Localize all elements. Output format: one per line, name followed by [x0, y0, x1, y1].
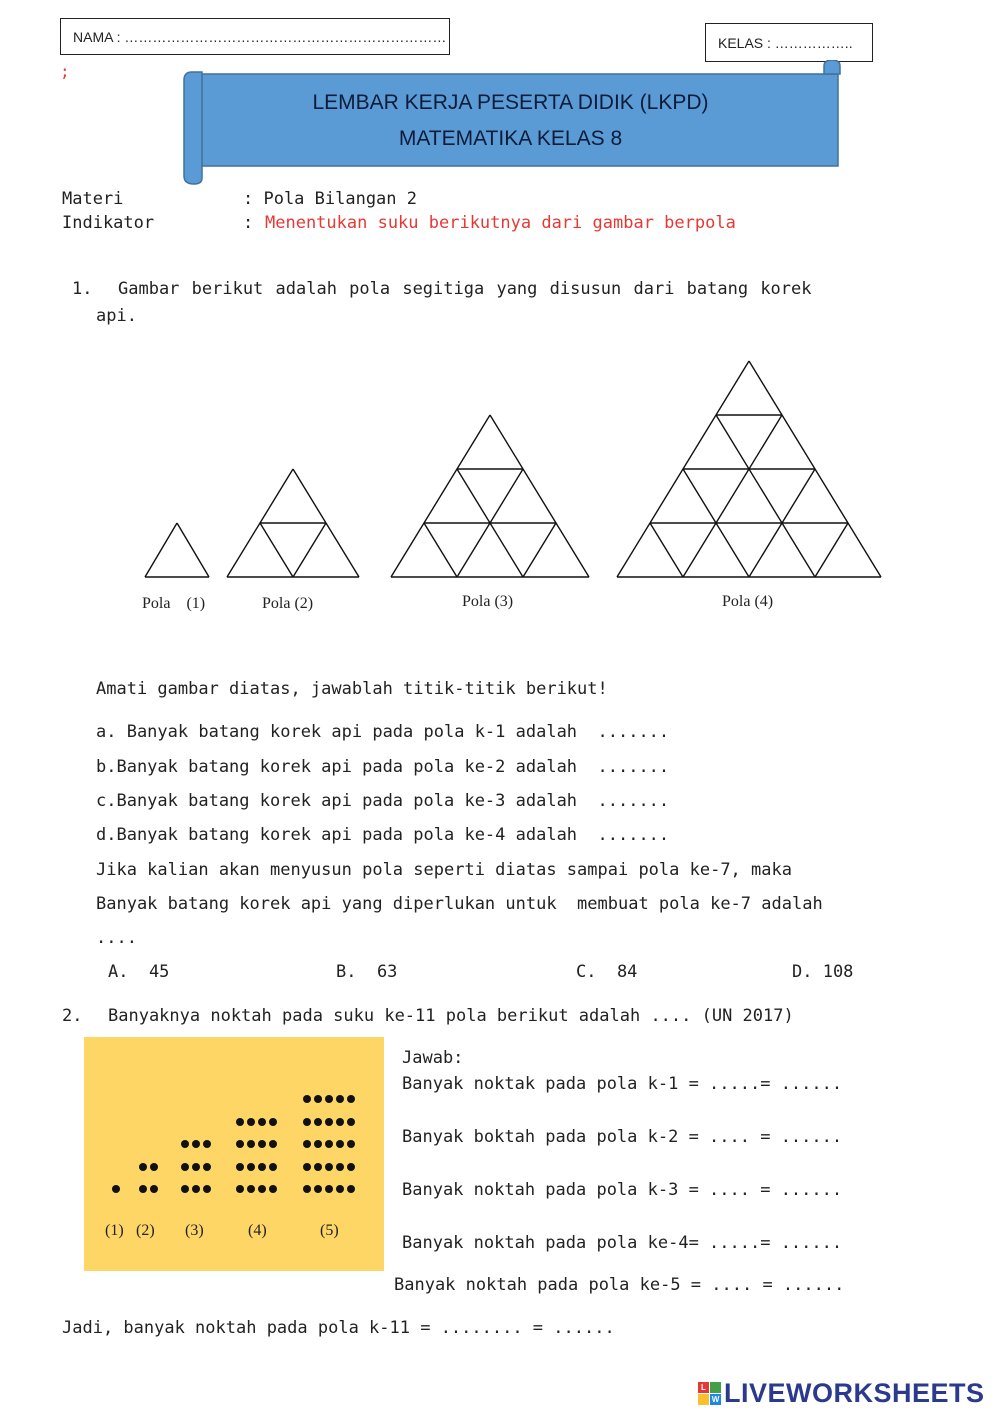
logo-text: LIVEWORKSHEETS [724, 1378, 985, 1408]
dot [325, 1185, 333, 1193]
materi-value: : Pola Bilangan 2 [243, 189, 417, 209]
dot [336, 1163, 344, 1171]
option-c[interactable]: C. 84 [576, 962, 638, 982]
dot [247, 1163, 255, 1171]
dot [314, 1095, 322, 1103]
dot-row [181, 1163, 211, 1171]
q1-item-d: d.Banyak batang korek api pada pola ke-4 adalah ....... [96, 825, 670, 845]
dot-row [303, 1163, 355, 1171]
matchstick-triangle-figure [0, 350, 1000, 610]
q1-item-b: b.Banyak batang korek api pada pola ke-2 adalah ....... [96, 757, 670, 777]
dot [236, 1185, 244, 1193]
dot [303, 1163, 311, 1171]
dot [181, 1163, 189, 1171]
dot [325, 1163, 333, 1171]
logo-badge-icon [698, 1382, 721, 1405]
q1-item-c: c.Banyak batang korek api pada pola ke-3 adalah ....... [96, 791, 670, 811]
kelas-field[interactable] [705, 23, 873, 62]
dot-label-3: (3) [185, 1222, 204, 1239]
q1-number: 1. [72, 279, 93, 299]
dot [314, 1140, 322, 1148]
dot [336, 1185, 344, 1193]
dot [192, 1163, 200, 1171]
answer-line-4[interactable]: Banyak noktah pada pola ke-4= .....= ...... [402, 1233, 843, 1253]
dot [347, 1118, 355, 1126]
dot-label-5: (5) [320, 1222, 339, 1239]
option-b[interactable]: B. 63 [336, 962, 398, 982]
dot-row [303, 1140, 355, 1148]
matchstick [490, 415, 589, 577]
dot-label-2: (2) [136, 1222, 155, 1239]
dot [181, 1140, 189, 1148]
q2-conclusion[interactable]: Jadi, banyak noktah pada pola k-11 = ........ = ...... [62, 1318, 615, 1338]
dot [236, 1163, 244, 1171]
matchstick [716, 415, 815, 577]
dot [258, 1185, 266, 1193]
dot-row [303, 1095, 355, 1103]
dot [192, 1140, 200, 1148]
dot [247, 1140, 255, 1148]
dot-label-1: (1) [105, 1222, 124, 1239]
dot [314, 1185, 322, 1193]
dot-row [303, 1185, 355, 1193]
dot [336, 1140, 344, 1148]
q1-text-line2: api. [96, 306, 137, 326]
dot-row [236, 1140, 277, 1148]
dot [347, 1163, 355, 1171]
dot [236, 1140, 244, 1148]
dot-pattern-figure [84, 1037, 384, 1271]
answer-line-2[interactable]: Banyak boktah pada pola k-2 = .... = ...... [402, 1127, 843, 1147]
nama-field[interactable] [60, 18, 450, 55]
dot [325, 1095, 333, 1103]
dot [247, 1118, 255, 1126]
dot [203, 1163, 211, 1171]
dot-row [236, 1163, 277, 1171]
materi-label: Materi [62, 189, 124, 209]
dot [303, 1118, 311, 1126]
dot [325, 1118, 333, 1126]
figure-label-pola-3: Pola (3) [462, 593, 514, 610]
banner-title-line2: MATEMATIKA KELAS 8 [398, 127, 623, 150]
matchstick [424, 523, 457, 577]
dot [112, 1185, 120, 1193]
dot-row [139, 1163, 158, 1171]
dot [258, 1140, 266, 1148]
dot-row [112, 1185, 120, 1193]
dot [258, 1163, 266, 1171]
dot-row [236, 1118, 277, 1126]
banner-title-line1: LEMBAR KERJA PESERTA DIDIK (LKPD) [312, 91, 709, 114]
dot [303, 1140, 311, 1148]
dot [139, 1185, 147, 1193]
q1-paragraph-line2: Banyak batang korek api yang diperlukan untuk membuat pola ke-7 adalah [96, 894, 823, 914]
indikator-value: Menentukan suku berikutnya dari gambar berpola [265, 213, 736, 233]
matchstick [177, 523, 209, 577]
dot [236, 1118, 244, 1126]
dot-row [181, 1140, 211, 1148]
matchstick [260, 523, 293, 577]
dot [347, 1185, 355, 1193]
dot [314, 1163, 322, 1171]
figure-label-pola-4: Pola (4) [722, 593, 774, 610]
matchstick [650, 523, 683, 577]
jawab-label: Jawab: [402, 1048, 464, 1068]
dot [303, 1185, 311, 1193]
q1-paragraph-line3: .... [96, 928, 137, 948]
matchstick [293, 523, 326, 577]
dot [192, 1185, 200, 1193]
option-a[interactable]: A. 45 [108, 962, 170, 982]
stray-mark: ; [60, 62, 70, 81]
q2-text: Banyaknya noktah pada suku ke-11 pola berikut adalah .... (UN 2017) [108, 1006, 794, 1026]
dot [203, 1185, 211, 1193]
dot-row [236, 1185, 277, 1193]
q2-number: 2. [62, 1006, 83, 1026]
dot [139, 1163, 147, 1171]
dot [181, 1185, 189, 1193]
dot [303, 1095, 311, 1103]
logo-badge-w: W [711, 1395, 720, 1404]
dot [247, 1185, 255, 1193]
q1-instruction: Amati gambar diatas, jawablah titik-titik berikut! [96, 679, 608, 699]
dot [314, 1118, 322, 1126]
dot [336, 1095, 344, 1103]
dot [269, 1140, 277, 1148]
dot [336, 1118, 344, 1126]
dot [150, 1185, 158, 1193]
dot-label-4: (4) [248, 1222, 267, 1239]
matchstick [683, 415, 782, 577]
liveworksheets-logo [698, 1378, 985, 1409]
answer-line-3[interactable]: Banyak noktah pada pola k-3 = .... = ...... [402, 1180, 843, 1200]
title-banner [178, 60, 843, 186]
q1-text-line1: Gambar berikut adalah pola segitiga yang disusun dari batang korek [118, 279, 812, 299]
q1-item-a: a. Banyak batang korek api pada pola k-1 adalah ....... [96, 722, 670, 742]
kelas-label: KELAS : …………….. [718, 34, 853, 51]
dot [269, 1163, 277, 1171]
indikator-separator: : [243, 213, 254, 233]
matchstick [523, 523, 556, 577]
dot-row [139, 1185, 158, 1193]
dot [269, 1118, 277, 1126]
dot [347, 1095, 355, 1103]
banner-scroll-shape [178, 60, 843, 186]
dot [325, 1140, 333, 1148]
option-d[interactable]: D. 108 [792, 962, 854, 982]
matchstick [391, 415, 490, 577]
figure-label-pola-1: Pola (1) [142, 595, 206, 612]
dot-row [303, 1118, 355, 1126]
q1-paragraph-line1: Jika kalian akan menyusun pola seperti diatas sampai pola ke-7, maka [96, 860, 792, 880]
answer-line-5[interactable]: Banyak noktah pada pola ke-5 = .... = ...... [394, 1275, 845, 1295]
logo-badge-l: L [698, 1382, 709, 1393]
dot [150, 1163, 158, 1171]
dot [203, 1140, 211, 1148]
dot-row [181, 1185, 211, 1193]
matchstick [145, 523, 177, 577]
dot [269, 1185, 277, 1193]
nama-label: NAMA : …………………………………………………………… [73, 28, 447, 45]
matchstick [815, 523, 848, 577]
figure-label-pola-2: Pola (2) [262, 595, 314, 612]
indikator-label: Indikator [62, 213, 155, 233]
dot [258, 1118, 266, 1126]
answer-line-1[interactable]: Banyak noktak pada pola k-1 = .....= ...... [402, 1074, 843, 1094]
dot [347, 1140, 355, 1148]
